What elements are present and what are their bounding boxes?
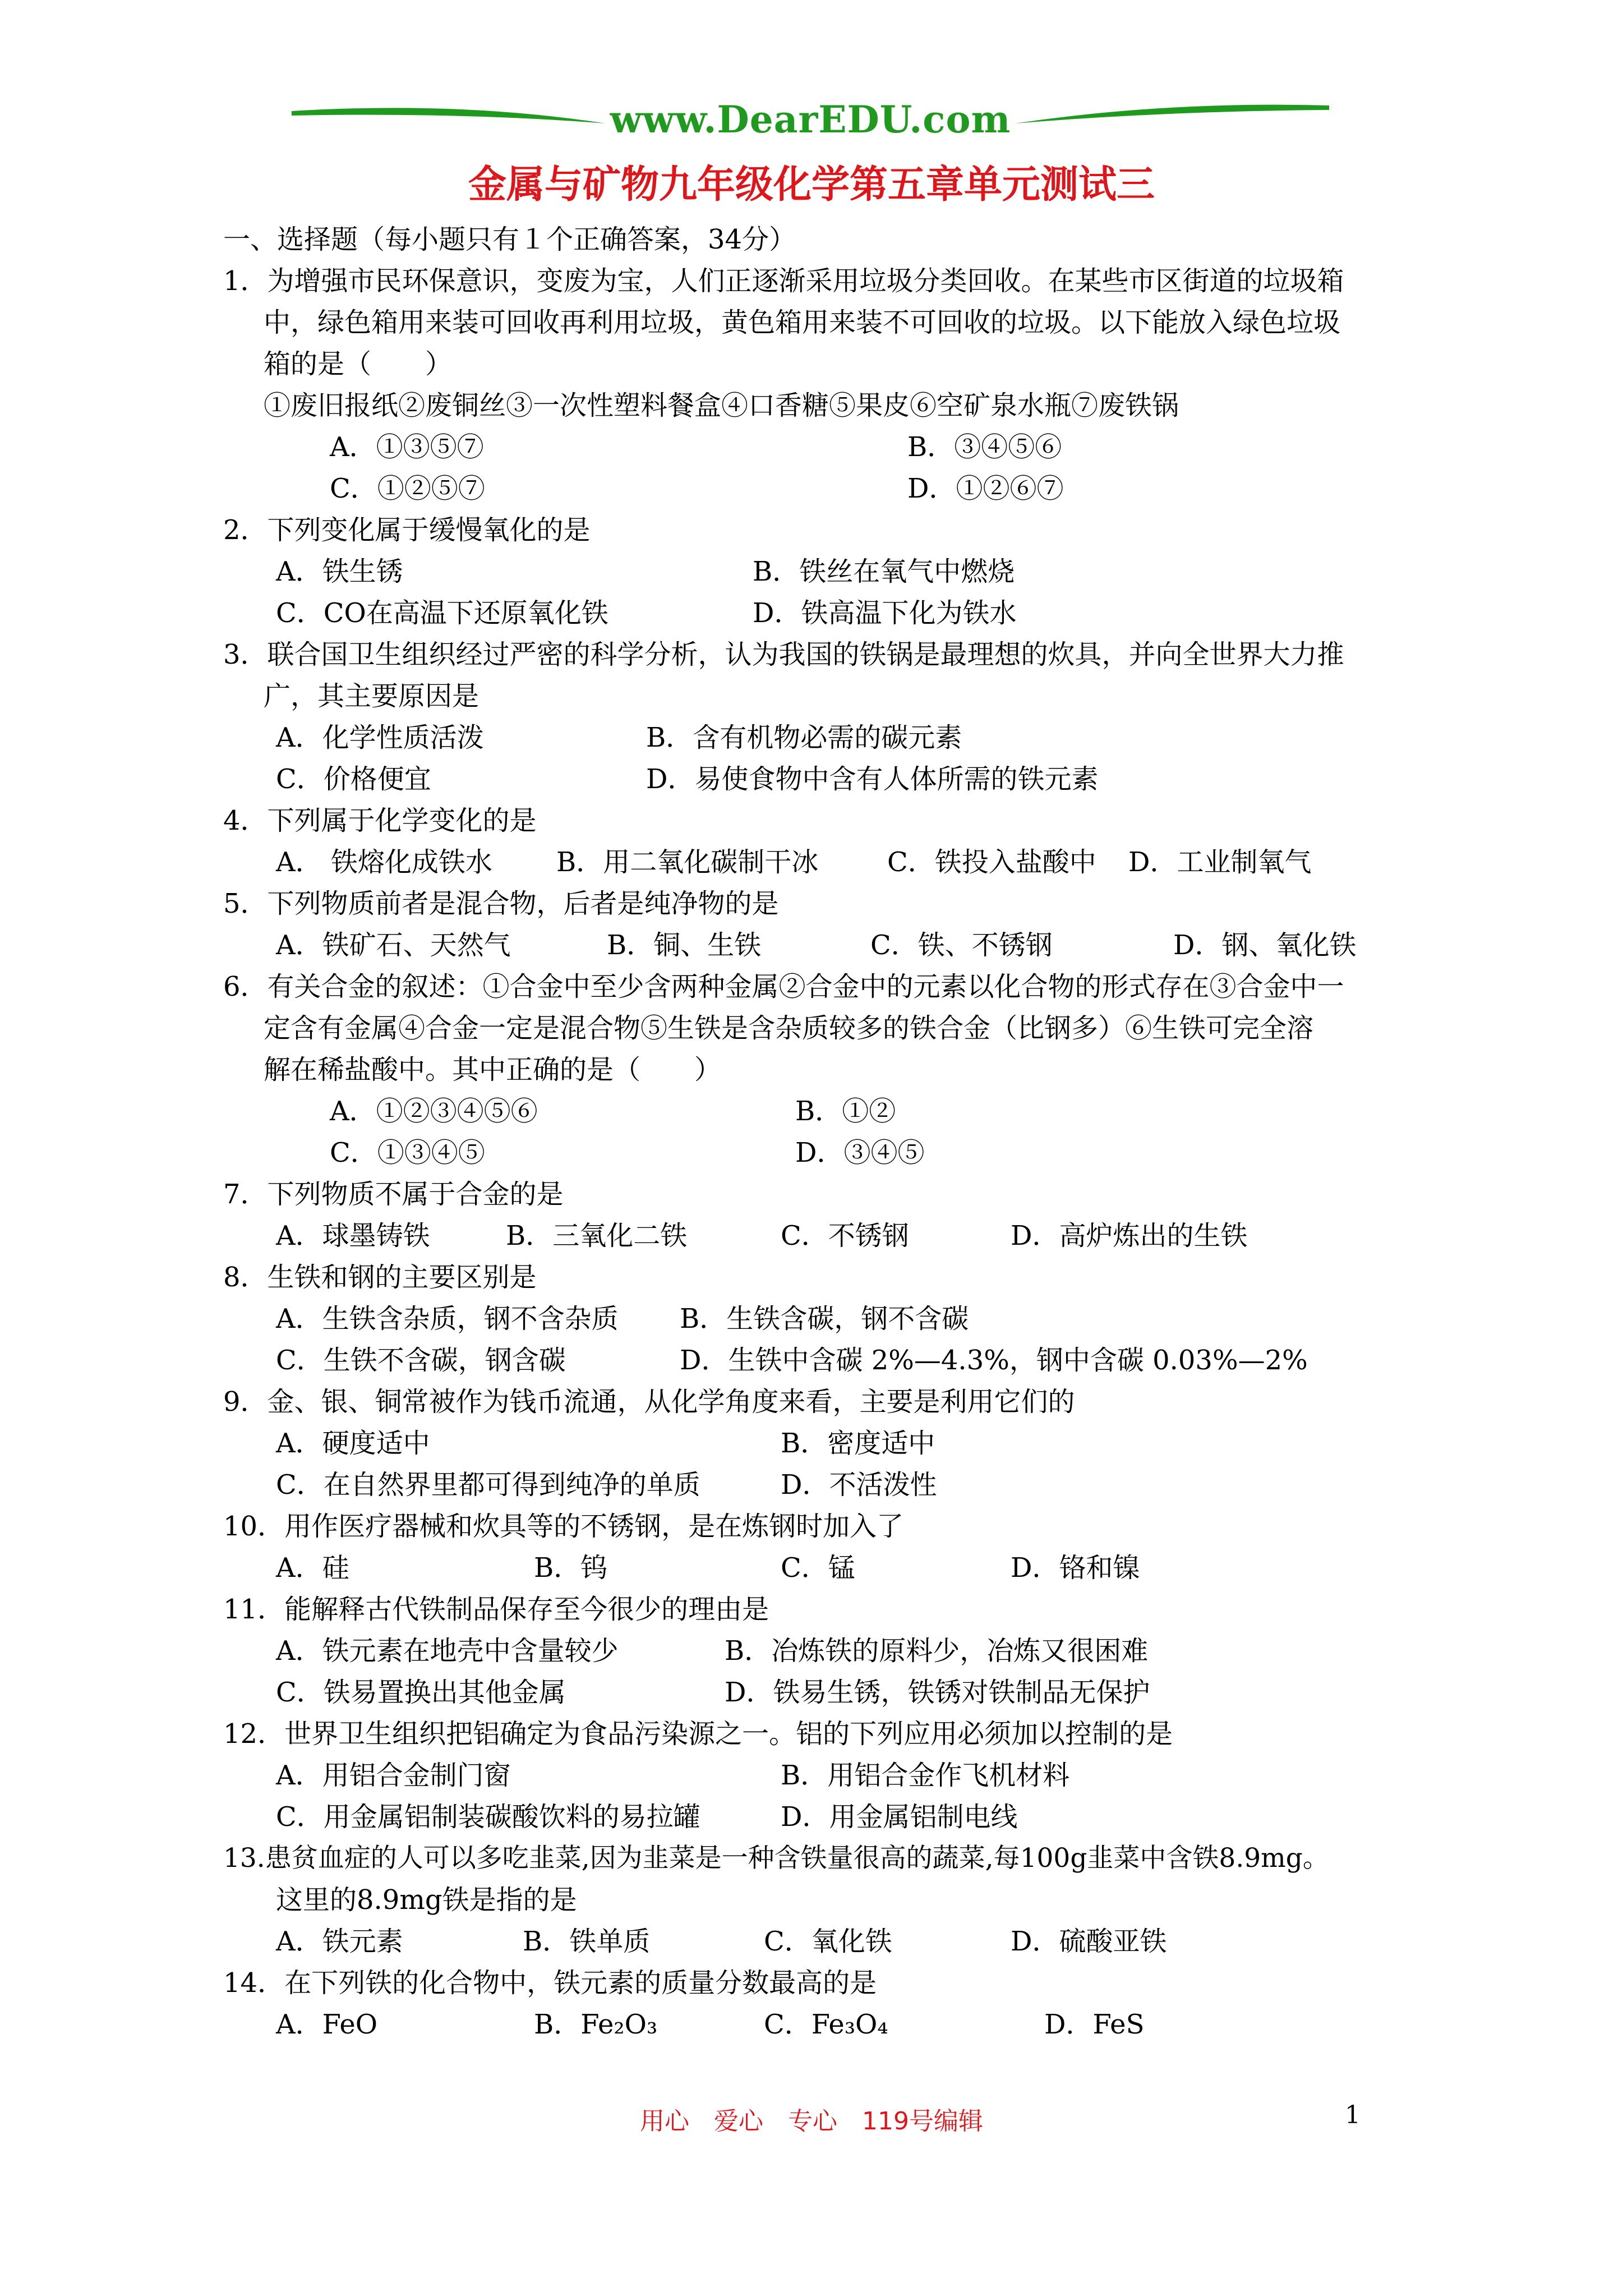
question-2-line-1: 2．下列变化属于缓慢氧化的是 [223,514,591,546]
question-2-option-b: B．铁丝在氧气中燃烧 [753,556,1015,587]
question-2-option-c: C．CO在高温下还原氧化铁 [276,597,608,629]
question-9-line-1: 9．金、银、铜常被作为钱币流通，从化学角度来看，主要是利用它们的 [223,1386,1075,1418]
question-8-option-c: C．生铁不含碳，钢含碳 [276,1345,566,1376]
question-8-option-b: B．生铁含碳，钢不含碳 [680,1303,969,1335]
question-8-options-row-2 [276,1340,1370,1381]
question-1-line-3: 箱的是（ ） [264,348,453,380]
question-2-options-row-2 [276,592,1341,634]
question-14-option-c: C．Fe₃O₄ [764,2009,888,2040]
question-11-option-b: B．冶炼铁的原料少，冶炼又很困难 [725,1635,1149,1667]
question-13-options-row [276,1921,1370,1962]
question-9-options-row-1 [276,1423,1370,1464]
question-4-options-row [276,841,1370,883]
question-12-options-row-2 [276,1796,1370,1838]
question-6-options-row-2 [330,1132,1339,1174]
question-7-option-b: B．三氧化二铁 [506,1220,688,1251]
question-1-option-c: C．①②⑤⑦ [330,473,485,504]
question-3-option-c: C．价格便宜 [276,763,431,795]
question-9-option-c: C．在自然界里都可得到纯净的单质 [276,1469,700,1501]
question-6-line-2: 定含有金属④合金一定是混合物⑤生铁是含杂质较多的铁合金（比钢多）⑥生铁可完全溶 [264,1013,1314,1044]
question-10-option-d: D．铬和镍 [1011,1552,1140,1584]
question-11-option-d: D．铁易生锈，铁锈对铁制品无保护 [725,1677,1150,1708]
question-1-options-row-1 [330,426,1339,468]
question-1-option-b: B．③④⑤⑥ [907,431,1062,463]
logo-text: www.DearEDU.com [610,98,1011,141]
question-14-option-b: B．Fe₂O₃ [534,2009,658,2040]
footer-text: 用心 爱心 专心 119号编辑 [640,2107,983,2136]
question-3-option-d: D．易使食物中含有人体所需的铁元素 [646,763,1099,795]
question-4-option-a: A． 铁熔化成铁水 [276,846,492,878]
question-6-option-d: D．③④⑤ [795,1137,925,1168]
question-10-option-b: B．钨 [534,1552,608,1584]
question-5-option-a: A．铁矿石、天然气 [276,930,511,961]
question-14-options-row [276,2004,1370,2045]
section-heading: 一、选择题（每小题只有１个正确答案，34分） [223,224,796,255]
page-number: 1 [1345,2101,1361,2129]
question-1-line-2: 中，绿色箱用来装可回收再利用垃圾，黄色箱用来装不可回收的垃圾。以下能放入绿色垃圾 [264,307,1341,338]
question-2-options-row-1 [276,551,1341,592]
question-13-option-b: B．铁单质 [523,1926,651,1957]
page-title: 金属与矿物九年级化学第五章单元测试三 [468,163,1155,207]
question-7-option-a: A．球墨铸铁 [276,1220,430,1251]
question-8-options-row-1 [276,1298,1370,1340]
question-9-option-d: D．不活泼性 [781,1469,937,1501]
question-10-line-1: 10．用作医疗器械和炊具等的不锈钢，是在炼钢时加入了 [223,1511,904,1542]
question-5-option-b: B．铜、生铁 [607,930,762,961]
question-6-line-3: 解在稀盐酸中。其中正确的是（ ） [264,1054,722,1085]
question-6-option-a: A．①②③④⑤⑥ [330,1096,538,1127]
question-5-line-1: 5．下列物质前者是混合物，后者是纯净物的是 [223,888,779,919]
question-7-line-1: 7．下列物质不属于合金的是 [223,1179,564,1210]
question-11-option-c: C．铁易置换出其他金属 [276,1677,566,1708]
question-9-option-b: B．密度适中 [781,1428,935,1459]
question-3-option-a: A．化学性质活泼 [276,722,484,753]
site-logo [292,95,1329,151]
question-1-line-4: ①废旧报纸②废铜丝③一次性塑料餐盒④口香糖⑤果皮⑥空矿泉水瓶⑦废铁锅 [264,390,1179,421]
question-3-options-row-2 [276,758,1341,800]
question-2-option-a: A．铁生锈 [276,556,403,587]
question-10-option-a: A．硅 [276,1552,349,1584]
question-8-line-1: 8．生铁和钢的主要区别是 [223,1262,537,1293]
question-8-option-d: D．生铁中含碳 2%—4.3%，钢中含碳 0.03%—2% [680,1345,1308,1376]
question-3-line-1: 3．联合国卫生组织经过严密的科学分析，认为我国的铁锅是最理想的炊具，并向全世界大力推 [223,639,1344,670]
question-9-options-row-2 [276,1464,1370,1506]
question-3-option-b: B．含有机物必需的碳元素 [646,722,962,753]
question-12-option-d: D．用金属铝制电线 [781,1801,1018,1833]
question-14-option-a: A．FeO [276,2009,378,2040]
question-1-option-a: A．①③⑤⑦ [330,431,484,463]
question-14-option-d: D．FeS [1044,2009,1145,2040]
question-11-line-1: 11．能解释古代铁制品保存至今很少的理由是 [223,1594,769,1625]
question-7-option-d: D．高炉炼出的生铁 [1011,1220,1248,1251]
question-6-options-row-1 [330,1091,1339,1132]
question-4-line-1: 4．下列属于化学变化的是 [223,805,537,836]
question-13-line-2: 这里的8.9mg铁是指的是 [276,1884,577,1916]
question-1-options-row-2 [330,468,1339,509]
question-9-option-a: A．硬度适中 [276,1428,430,1459]
question-5-option-d: D．钢、氧化铁 [1173,930,1357,961]
question-10-options-row [276,1547,1370,1589]
question-13-option-a: A．铁元素 [276,1926,403,1957]
question-13-line-1: 13.患贫血症的人可以多吃韭菜,因为韭菜是一种含铁量很高的蔬菜,每100g韭菜中含铁8.9mg。 [223,1843,1329,1874]
question-5-option-c: C．铁、不锈钢 [870,930,1053,961]
question-12-line-1: 12．世界卫生组织把铝确定为食品污染源之一。铝的下列应用必须加以控制的是 [223,1718,1173,1750]
question-7-option-c: C．不锈钢 [781,1220,909,1251]
question-6-option-b: B．①② [795,1096,896,1127]
question-10-option-c: C．锰 [781,1552,855,1584]
question-13-option-c: C．氧化铁 [764,1926,892,1957]
question-1-line-1: 1．为增强市民环保意识，变废为宝，人们正逐渐采用垃圾分类回收。在某些市区街道的垃圾箱 [223,265,1344,297]
question-2-option-d: D．铁高温下化为铁水 [753,597,1017,629]
question-3-options-row-1 [276,717,1341,758]
question-7-options-row [276,1215,1370,1257]
question-14-line-1: 14．在下列铁的化合物中，铁元素的质量分数最高的是 [223,1967,877,1999]
question-5-options-row [276,924,1370,966]
question-6-option-c: C．①③④⑤ [330,1137,485,1168]
question-11-options-row-2 [276,1672,1370,1713]
question-12-options-row-1 [276,1755,1370,1796]
question-1-option-d: D．①②⑥⑦ [907,473,1064,504]
question-11-option-a: A．铁元素在地壳中含量较少 [276,1635,619,1667]
question-3-line-2: 广，其主要原因是 [264,680,479,712]
question-13-option-d: D．硫酸亚铁 [1011,1926,1167,1957]
question-8-option-a: A．生铁含杂质，钢不含杂质 [276,1303,619,1335]
question-11-options-row-1 [276,1630,1370,1672]
question-4-option-b: B．用二氧化碳制干冰 [556,846,819,878]
question-6-line-1: 6．有关合金的叙述：①合金中至少含两种金属②合金中的元素以化合物的形式存在③合金中一 [223,971,1344,1002]
question-4-option-c: C．铁投入盐酸中 [887,846,1096,878]
question-12-option-c: C．用金属铝制装碳酸饮料的易拉罐 [276,1801,700,1833]
question-12-option-a: A．用铝合金制门窗 [276,1760,511,1791]
question-12-option-b: B．用铝合金作飞机材料 [781,1760,1070,1791]
question-4-option-d: D．工业制氧气 [1128,846,1312,878]
